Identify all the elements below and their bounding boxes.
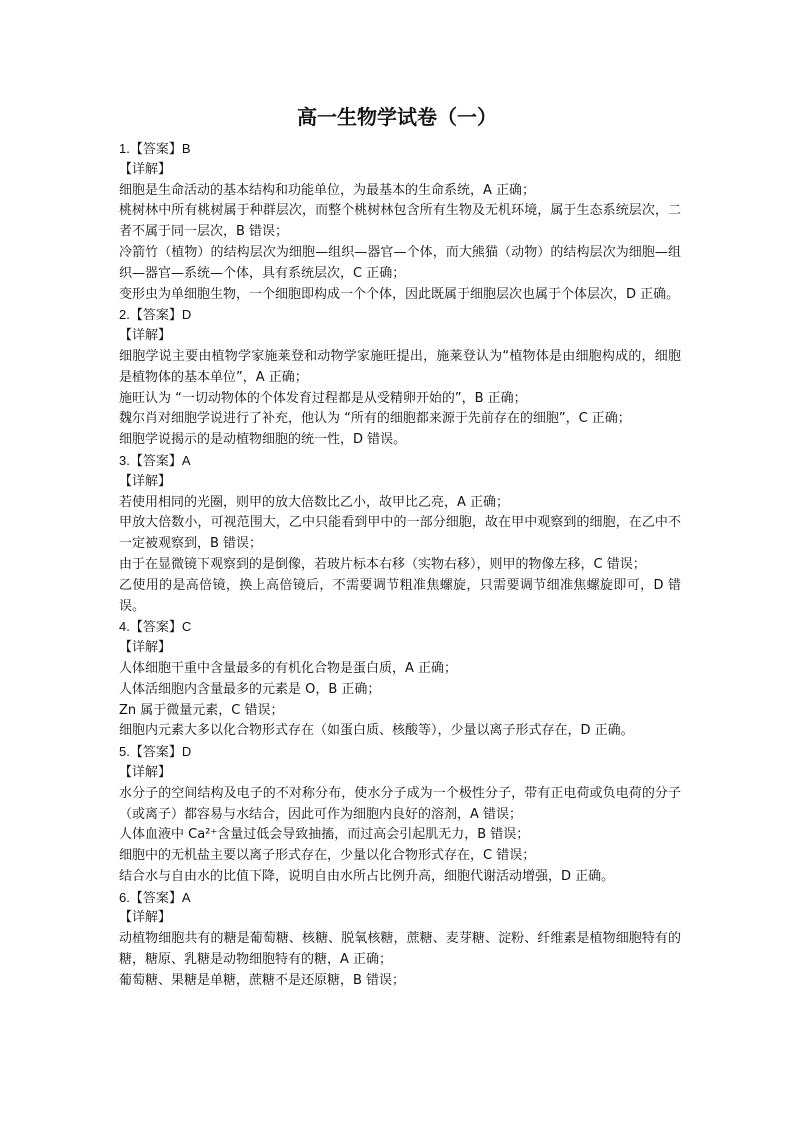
detail-label: 【详解】 <box>119 161 172 177</box>
document-body <box>119 139 681 992</box>
explanation-line: 细胞学说揭示的是动植物细胞的统一性，D 错误。 <box>119 432 407 448</box>
detail-label: 【详解】 <box>119 640 172 656</box>
explanation-line: 若使用相同的光圈，则甲的放大倍数比乙小，故甲比乙亮，A 正确； <box>119 494 510 510</box>
detail-label: 【详解】 <box>119 328 172 344</box>
explanation-line: 变形虫为单细胞生物，一个细胞即构成一个个体，因此既属于细胞层次也属于个体层次，D 正确。 <box>119 286 680 302</box>
detail-label: 【详解】 <box>119 764 172 780</box>
detail-label: 【详解】 <box>119 910 172 926</box>
detail-label: 【详解】 <box>119 473 172 489</box>
explanation-line: 细胞内元素大多以化合物形式存在（如蛋白质、核酸等），少量以离子形式存在，D 正确。 <box>119 723 634 739</box>
explanation-line: 动植物细胞共有的糖是葡萄糖、核糖、脱氧核糖，蔗糖、麦芽糖、淀粉、纤维素是植物细胞特有的糖，糖原、乳糖是动物细胞特有的糖，A 正确； <box>119 931 681 968</box>
question-3 <box>119 451 681 617</box>
explanation-line: 乙使用的是高倍镜，换上高倍镜后，不需要调节粗准焦螺旋，只需要调节细准焦螺旋即可，D 错误。 <box>119 577 681 614</box>
explanation-line: 人体细胞干重中含量最多的有机化合物是蛋白质，A 正确； <box>119 660 458 676</box>
answer-line: 4.【答案】C <box>119 619 192 635</box>
answer-line: 1.【答案】B <box>119 141 191 156</box>
question-4 <box>119 617 681 742</box>
answer-line: 2.【答案】D <box>119 307 192 323</box>
question-5 <box>119 742 681 888</box>
explanation-line: 冷箭竹（植物）的结构层次为细胞—组织—器官—个体，而大熊猫（动物）的结构层次为细胞—组织—器官—系统—个体，具有系统层次，C 正确； <box>119 244 681 281</box>
explanation-line: 甲放大倍数小，可视范围大，乙中只能看到甲中的一部分细胞，故在甲中观察到的细胞，在乙中不一定被观察到，B 错误； <box>119 515 681 552</box>
explanation-line: 细胞是生命活动的基本结构和功能单位，为最基本的生命系统，A 正确； <box>119 182 536 198</box>
document-title: 高一生物学试卷（一） <box>297 105 497 129</box>
answer-line: 3.【答案】A <box>119 452 191 468</box>
explanation-line: 结合水与自由水的比值下降，说明自由水所占比例升高，细胞代谢活动增强，D 正确。 <box>119 868 615 884</box>
explanation-line: Zn 属于微量元素，C 错误； <box>119 702 284 718</box>
explanation-line: 细胞学说主要由植物学家施莱登和动物学家施旺提出，施莱登认为“植物体是由细胞构成的，细胞是植物体的基本单位”，A 正确； <box>119 348 681 385</box>
question-6 <box>119 888 681 992</box>
explanation-line: 人体血液中 Ca²⁺含量过低会导致抽搐，而过高会引起肌无力，B 错误； <box>119 827 530 843</box>
answer-line: 6.【答案】A <box>119 889 191 905</box>
explanation-line: 施旺认为 “一切动物体的个体发育过程都是从受精卵开始的”，B 正确； <box>119 390 527 406</box>
explanation-line: 桃树林中所有桃树属于种群层次，而整个桃树林包含所有生物及无机环境，属于生态系统层次，二者不属于同一层次，B 错误； <box>119 203 681 240</box>
question-1 <box>119 139 681 305</box>
explanation-line: 葡萄糖、果糖是单糖，蔗糖不是还原糖，B 错误； <box>119 972 406 988</box>
question-2 <box>119 305 681 451</box>
explanation-line: 人体活细胞内含量最多的元素是 O，B 正确； <box>119 681 381 697</box>
explanation-line: 水分子的空间结构及电子的不对称分布，使水分子成为一个极性分子，带有正电荷或负电荷的分子（或离子）都容易与水结合，因此可作为细胞内良好的溶剂，A 错误； <box>119 785 681 822</box>
explanation-line: 魏尔肖对细胞学说进行了补充，他认为 “所有的细胞都来源于先前存在的细胞”，C 正确； <box>119 411 631 427</box>
explanation-line: 细胞中的无机盐主要以离子形式存在，少量以化合物形式存在，C 错误； <box>119 848 536 864</box>
answer-line: 5.【答案】D <box>119 744 192 760</box>
explanation-line: 由于在显微镜下观察到的是倒像，若玻片标本右移（实物右移），则甲的物像左移，C 错误； <box>119 556 646 572</box>
